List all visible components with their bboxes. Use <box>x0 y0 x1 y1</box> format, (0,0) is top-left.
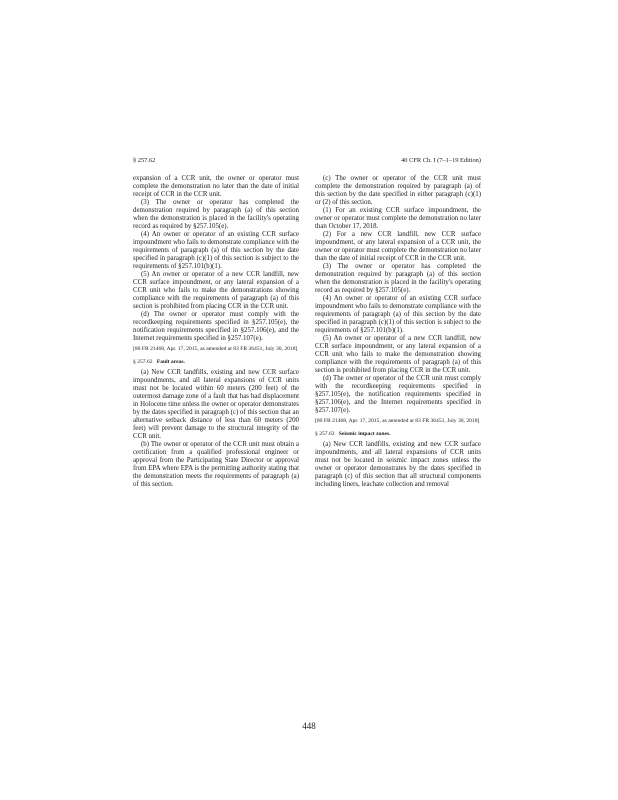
paragraph: expansion of a CCR unit, the owner or operator must complete the demonstration no later than the date of initial receipt of CCR in the CCR unit. <box>133 175 299 198</box>
paragraph: (a) New CCR landfills, existing and new CCR surface impoundments, and all lateral expansions of CCR units must not be located in seismic impact zones unless the owner or operator demonstrates by the dates specified in paragraph (c) of this section that all structural components including liners, leachate collection and removal <box>315 441 481 488</box>
header-title: 40 CFR Ch. I (7–1–19 Edition) <box>401 157 481 164</box>
left-column <box>133 175 299 489</box>
paragraph: (2) For a new CCR landfill, new CCR surface impoundment, or any lateral expansion of a CCR unit, the owner or operator must complete the demonstration no later than the date of initial receipt of CCR in the CCR unit. <box>315 231 481 262</box>
paragraph: (5) An owner or operator of a new CCR landfill, new CCR surface impoundment, or any lateral expansion of a CCR unit who fails to make the demonstration showing compliance with the requirements of paragraph (a) of this section is prohibited from placing CCR in the CCR unit. <box>315 335 481 374</box>
page-number: 448 <box>302 721 316 731</box>
paragraph: (b) The owner or operator of the CCR unit must obtain a certification from a qualified professional engineer or approval from the Participating State Director or approval from EPA where EPA is the permitting authority stating that the demonstration meets the requirements of paragraph (a) of this section. <box>133 441 299 488</box>
section-number: § 257.63 <box>315 431 335 437</box>
paragraph: (5) An owner or operator of a new CCR landfill, new CCR surface impoundment, or any lateral expansion of a CCR unit who fails to make the demonstrations showing compliance with the requirements of paragraph (a) of this section is prohibited from placing CCR in the CCR unit. <box>133 271 299 310</box>
paragraph: (3) The owner or operator has completed the demonstration required by paragraph (a) of this section when the demonstration is placed in the facility's operating record as required by §257.105(e). <box>315 263 481 294</box>
section-title: Seismic impact zones. <box>338 431 391 437</box>
paragraph: (c) The owner or operator of the CCR unit must complete the demonstration required by paragraph (a) of this section by the date specified in either paragraph (c)(1) or (2) of this section. <box>315 175 481 206</box>
section-heading <box>133 358 299 366</box>
right-column <box>315 175 481 489</box>
paragraph: (4) An owner or operator of an existing CCR surface impoundment who fails to demonstrate compliance with the requirements of paragraph (a) of this section by the date specified in paragraph (c)(1) of this section is subject to the requirements of §257.101(b)(1). <box>133 231 299 270</box>
section-number: § 257.62 <box>133 359 153 365</box>
paragraph: (4) An owner or operator of an existing CCR surface impoundment who fails to demonstrate compliance with the requirements of paragraph (a) of this section by the date specified in paragraph (c)(1) of this section is subject to the requirements of §257.101(b)(1). <box>315 295 481 334</box>
paragraph: (3) The owner or operator has completed the demonstration required by paragraph (a) of this section when the demonstration is placed in the facility's operating record as required by §257.105(e). <box>133 199 299 230</box>
paragraph: (d) The owner or operator of the CCR unit must comply with the recordkeeping requirements specified in §257.105(e), the notification requirements specified in §257.106(e), and the Internet requirements specified in §257.107(e). <box>315 375 481 414</box>
paragraph: (a) New CCR landfills, existing and new CCR surface impoundments, and all lateral expansions of CCR units must not be located within 60 meters (200 feet) of the outermost damage zone of a fault that has had displacement in Holocene time unless the owner or operator demonstrates by the dates specified in paragraph (c) of this section that an alternative setback distance of less than 60 meters (200 feet) will prevent damage to the structural integrity of the CCR unit. <box>133 369 299 440</box>
paragraph: (1) For an existing CCR surface impoundment, the owner or operator must complete the demonstration no later than October 17, 2018. <box>315 207 481 230</box>
header-section: § 257.62 <box>133 157 156 164</box>
section-title: Fault areas. <box>156 359 185 365</box>
section-heading <box>315 430 481 438</box>
paragraph: (d) The owner or operator must comply with the recordkeeping requirements specified in §257.105(e), the notification requirements specified in §257.106(e), and the Internet requirements specified in §257.107(e). <box>133 311 299 342</box>
running-header <box>133 157 481 167</box>
citation: [80 FR 21468, Apr. 17, 2015, as amended at 83 FR 36451, July 30, 2018] <box>133 346 298 352</box>
citation: [80 FR 21468, Apr. 17, 2015, as amended at 83 FR 36451, July 30, 2018] <box>315 418 480 424</box>
